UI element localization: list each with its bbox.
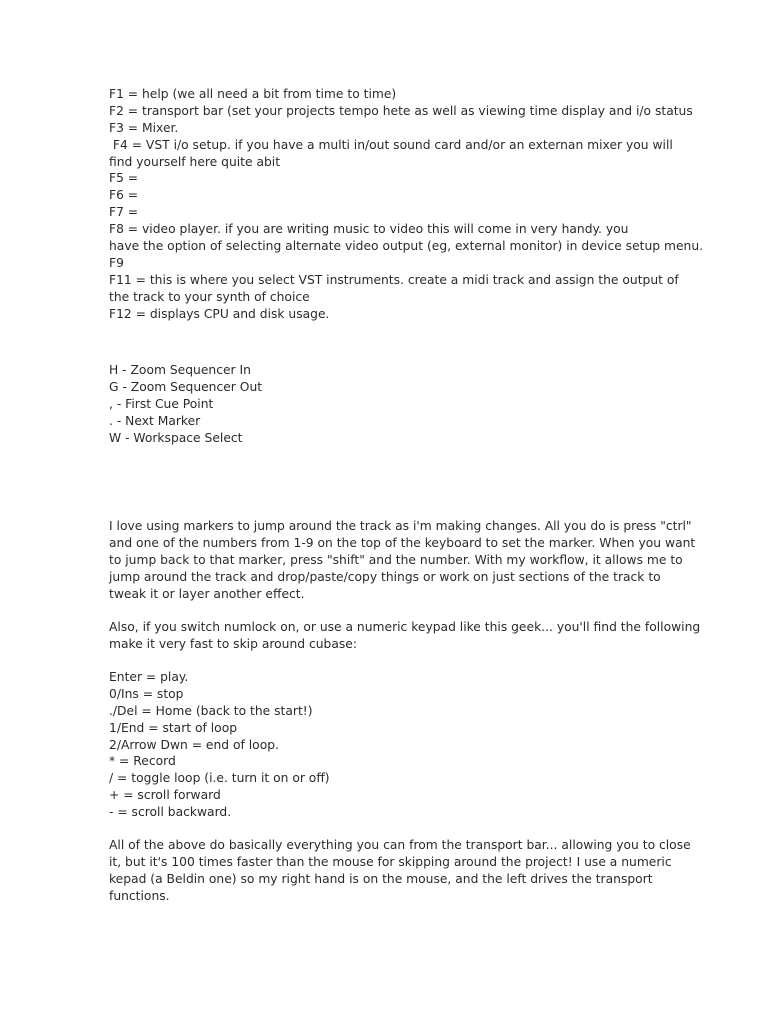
- function-key-line: have the option of selecting alternate video output (eg, external monitor) in device setup menu.: [109, 239, 704, 254]
- paragraph-line: make it very fast to skip around cubase:: [109, 636, 357, 651]
- shortcut-line: W - Workspace Select: [109, 430, 243, 445]
- paragraph-line: functions.: [109, 888, 170, 903]
- markers-paragraph: [109, 518, 696, 602]
- function-key-line: F9: [109, 255, 124, 270]
- function-key-line: F8 = video player. if you are writing music to video this will come in very handy. you: [109, 222, 629, 237]
- paragraph-line: tweak it or layer another effect.: [109, 586, 305, 601]
- function-key-line: F5 =: [109, 171, 139, 186]
- function-key-line: F7 =: [109, 205, 139, 220]
- paragraph-line: All of the above do basically everything you can from the transport bar... allowing you to close: [109, 838, 691, 852]
- numpad-key-list: [109, 669, 669, 821]
- paragraph-line: I love using markers to jump around the track as i'm making changes. All you do is press "ctrl": [109, 519, 692, 533]
- numpad-key-line: 1/End = start of loop: [109, 720, 238, 735]
- paragraph-line: Also, if you switch numlock on, or use a numeric keypad like this geek... you'll find the following: [109, 620, 701, 634]
- function-key-line: F2 = transport bar (set your projects tempo hete as well as viewing time display and i/o status: [109, 103, 693, 118]
- numpad-key-line: * = Record: [109, 754, 176, 769]
- sequencer-shortcut-list: [109, 362, 669, 446]
- paragraph-line: it, but it's 100 times faster than the mouse for skipping around the project! I use a numeric: [109, 854, 672, 869]
- numlock-paragraph: [109, 619, 701, 653]
- function-key-line: the track to your synth of choice: [109, 289, 310, 304]
- function-key-line: F12 = displays CPU and disk usage.: [109, 306, 330, 321]
- function-key-line: F4 = VST i/o setup. if you have a multi in/out sound card and/or an externan mixer you will: [109, 137, 673, 152]
- function-key-line: F6 =: [109, 188, 139, 203]
- paragraph-line: jump around the track and drop/paste/copy things or work on just sections of the track to: [109, 569, 661, 584]
- function-key-line: find yourself here quite abit: [109, 154, 281, 169]
- shortcut-line: H - Zoom Sequencer In: [109, 363, 251, 377]
- shortcut-line: G - Zoom Sequencer Out: [109, 379, 263, 394]
- paragraph-line: kepad (a Beldin one) so my right hand is on the mouse, and the left drives the transport: [109, 871, 653, 886]
- shortcut-line: , - First Cue Point: [109, 396, 214, 411]
- function-key-line: F11 = this is where you select VST instruments. create a midi track and assign the output of: [109, 272, 679, 287]
- numpad-key-line: ./Del = Home (back to the start!): [109, 703, 313, 718]
- numpad-key-line: 0/Ins = stop: [109, 686, 184, 701]
- function-key-list: [109, 86, 704, 322]
- function-key-line: F3 = Mixer.: [109, 120, 179, 135]
- numpad-key-line: / = toggle loop (i.e. turn it on or off): [109, 771, 330, 786]
- numpad-key-line: Enter = play.: [109, 670, 189, 684]
- numpad-key-line: - = scroll backward.: [109, 805, 232, 820]
- numpad-key-line: + = scroll forward: [109, 788, 221, 803]
- paragraph-line: and one of the numbers from 1-9 on the top of the keyboard to set the marker. When you want: [109, 535, 696, 550]
- paragraph-line: to jump back to that marker, press "shift" and the number. With my workflow, it allows me to: [109, 552, 683, 567]
- numpad-key-line: 2/Arrow Dwn = end of loop.: [109, 737, 279, 752]
- summary-paragraph: [109, 837, 691, 905]
- function-key-line: F1 = help (we all need a bit from time to time): [109, 87, 397, 101]
- shortcut-line: . - Next Marker: [109, 413, 201, 428]
